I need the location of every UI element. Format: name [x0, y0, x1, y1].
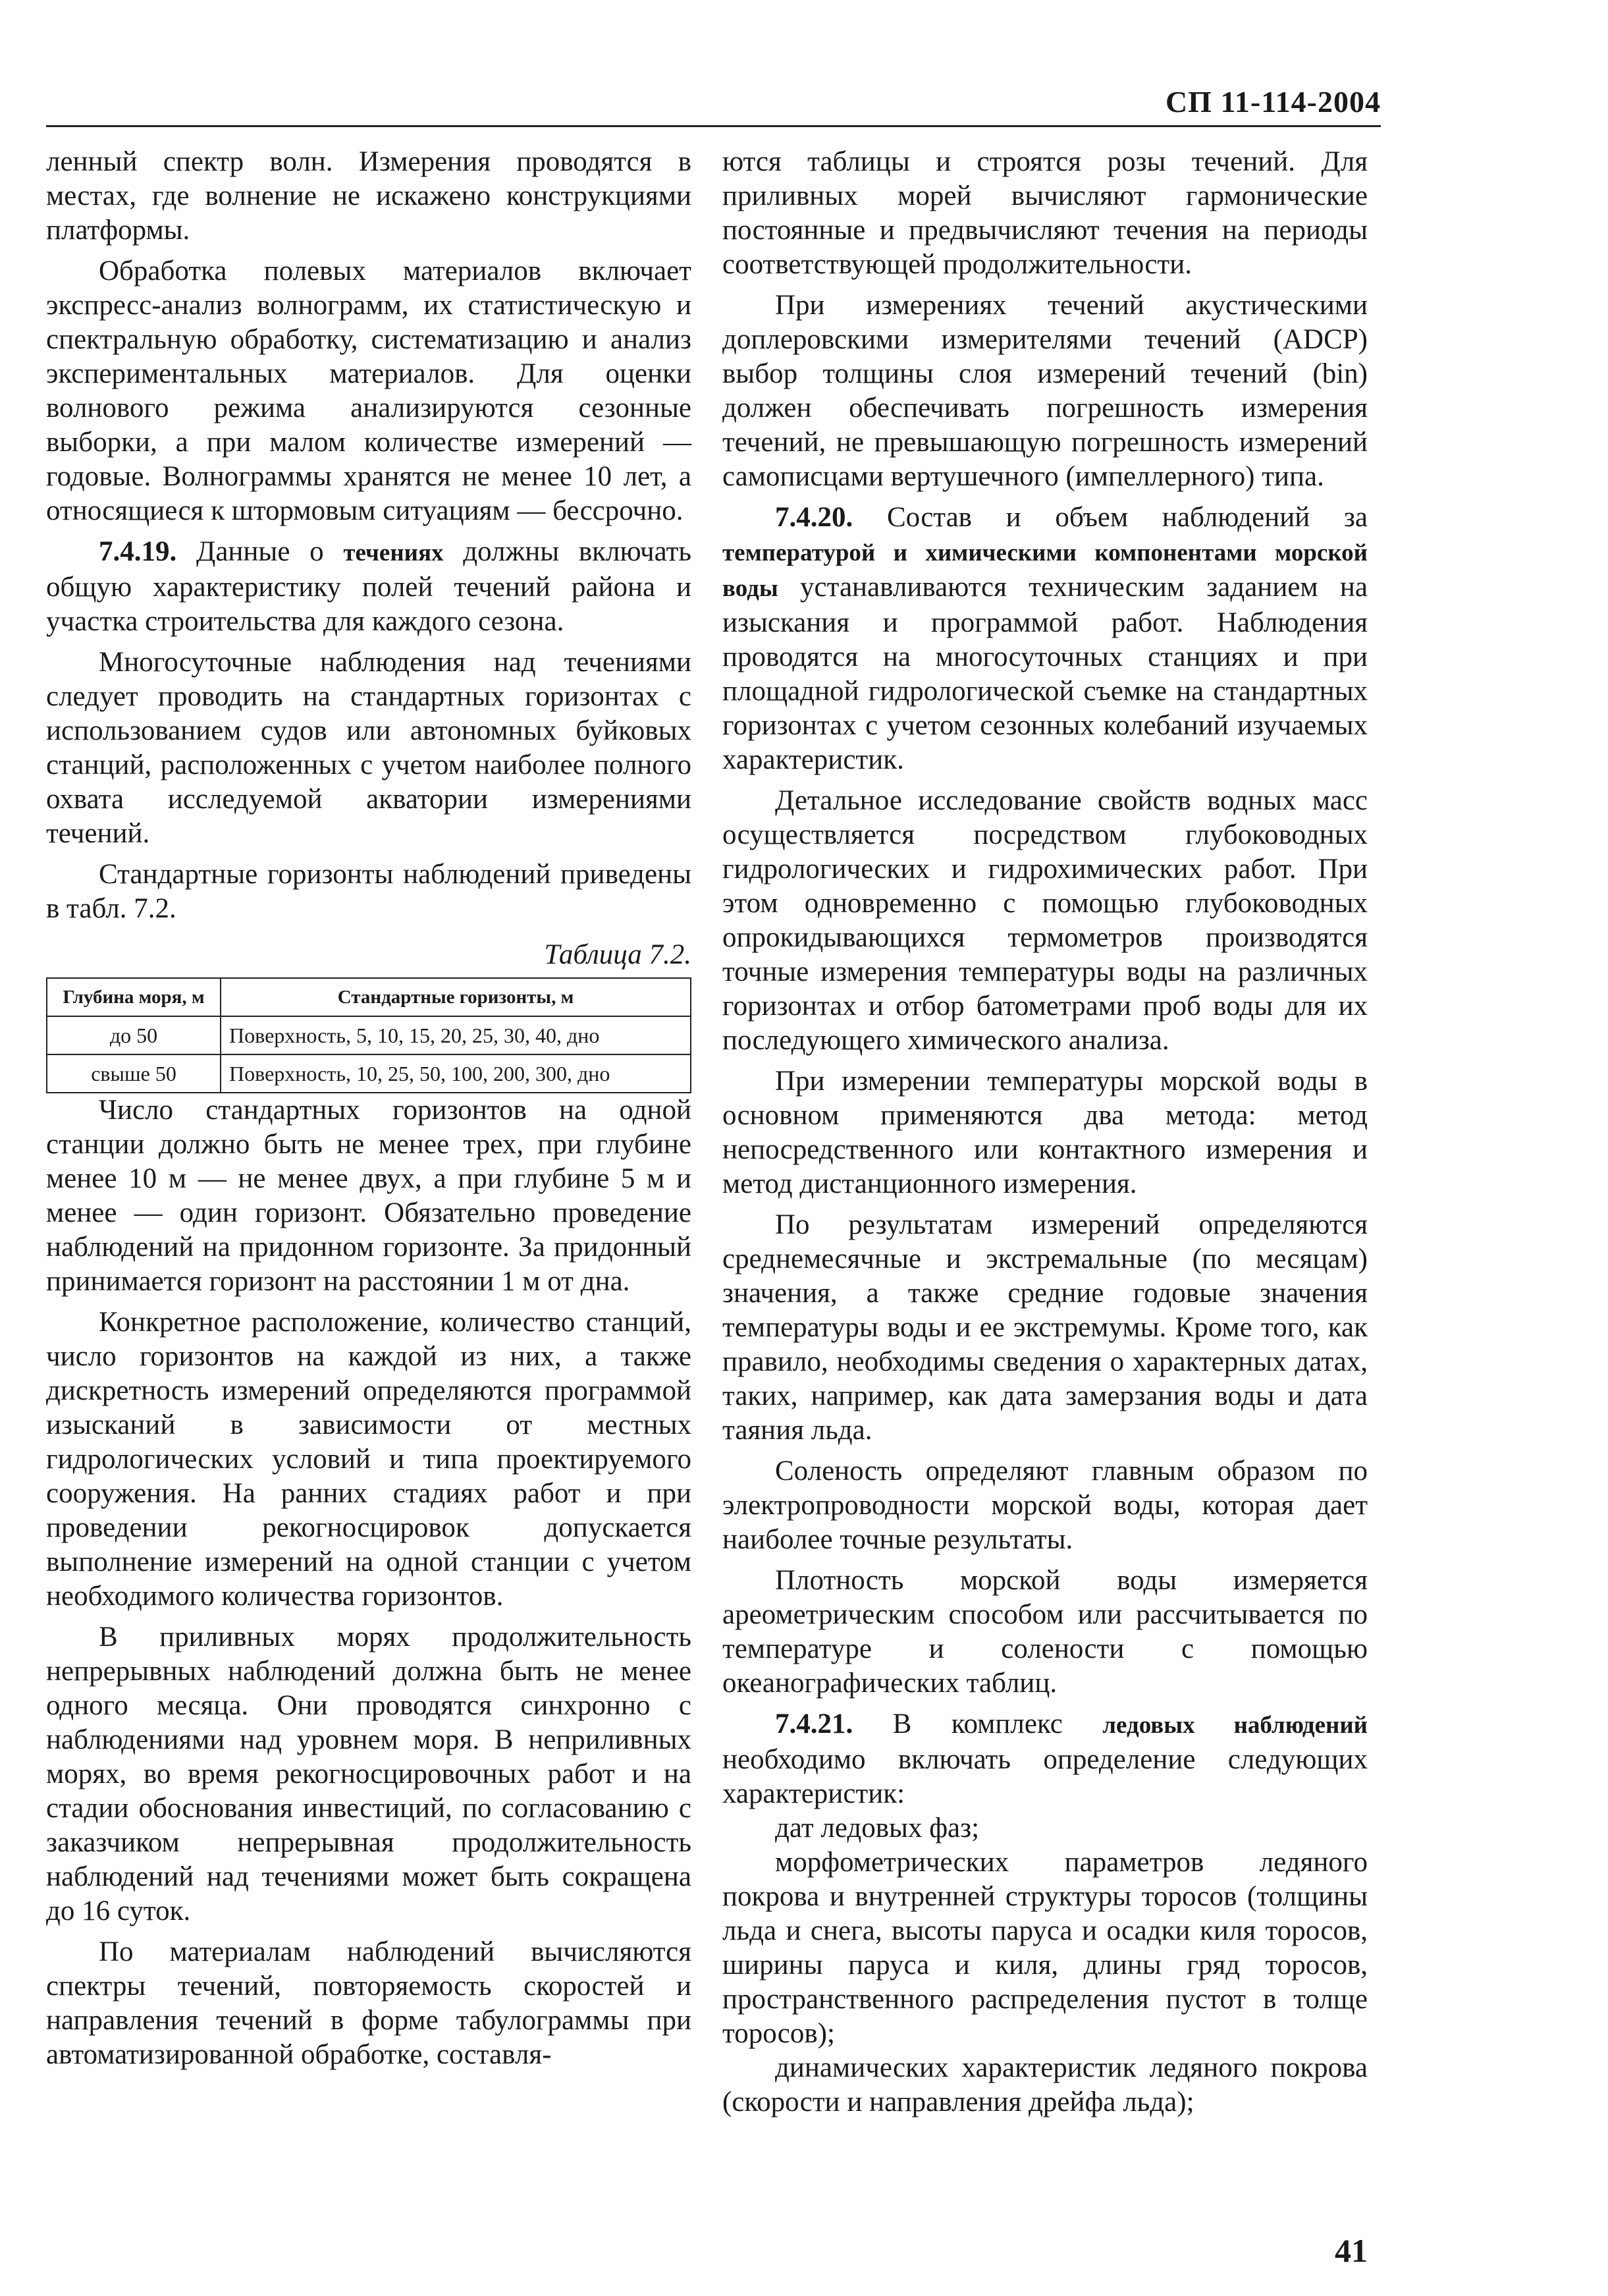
table-header-cell: Глубина моря, м	[47, 978, 221, 1016]
paragraph-text: устанавливаются техническим заданием на изыскания и программой работ. Наблюдения проводятся на многосуточных станциях и при площадной гидрологической съемке на стандартных горизонтах с учетом сезонных колебаний изучаемых характеристик.	[722, 572, 1368, 775]
table-cell-depth: свыше 50	[47, 1054, 221, 1093]
paragraph: В приливных морях продолжительность непрерывных наблюдений должна быть не менее одного месяца. Они проводятся синхронно с наблюдениями над уровнем моря. В неприливных морях, во время рекогносцировочных работ и на стадии обоснования инвестиций, по согласованию с заказчиком непрерывная продолжительность наблюдений над течениями может быть сокращена до 16 суток.	[46, 1622, 691, 1927]
paragraph-7-4-21	[722, 1707, 1368, 1811]
table-header-row	[47, 978, 691, 1016]
list-item: дат ледовых фаз;	[775, 1813, 980, 1844]
document-code: СП 11-114-2004	[1165, 85, 1381, 119]
paragraph: При измерении температуры морской воды в основном применяются два метода: метод непосредственного или контактного измерения и метод дистанционного измерения.	[722, 1066, 1368, 1199]
paragraph-text: Состав и объем наблюдений за	[853, 502, 1368, 533]
paragraph-7-4-19	[46, 535, 691, 639]
list-item: морфометрических параметров ледяного покрова и внутренней структуры торосов (толщины льда и снега, высоты паруса и осадки киля торосов, ширины паруса и киля, длины гряд торосов, пространственного распределения пустот в толще торосов);	[722, 1847, 1368, 2049]
table-cell-depth: до 50	[47, 1016, 221, 1054]
table-row	[47, 1054, 691, 1093]
paragraph: Детальное исследование свойств водных масс осуществляется посредством глубоководных гидрологических и гидрохимических работ. При этом одновременно с помощью глубоководных опрокидывающихся термометров производятся точные измерения температуры воды на различных горизонтах и отбор батометрами проб воды для их последующего химического анализа.	[722, 785, 1368, 1056]
paragraph-text: В комплекс	[853, 1708, 1103, 1739]
paragraph: Конкретное расположение, количество станций, число горизонтов на каждой из них, а также дискретность измерений определяются программой изысканий в зависимости от местных гидрологических условий и типа проектируемого сооружения. На ранних стадиях работ и при проведении рекогносцировок допускается выполнение измерений на одной станции с учетом необходимого количества горизонтов.	[46, 1307, 691, 1612]
paragraph-text: Данные о	[176, 536, 344, 567]
paragraph: Обработка полевых материалов включает экспресс-анализ волнограмм, их статистическую и спектральную обработку, систематизацию и анализ экспериментальных материалов. Для оценки волнового режима анализируются сезонные выборки, а при малом количестве измерений — годовые. Волнограммы хранятся не менее 10 лет, а относящиеся к штормовым ситуациям — бессрочно.	[46, 256, 691, 526]
clause-number: 7.4.20.	[775, 502, 853, 533]
paragraph: Многосуточные наблюдения над течениями следует проводить на стандартных горизонтах с использованием судов или автономных буйковых станций, расположенных с учетом наиболее полного охвата исследуемой акватории измерениями течений.	[46, 647, 691, 849]
standard-horizons-table	[46, 977, 691, 1093]
clause-term: течениях	[343, 539, 444, 566]
table-row	[47, 1016, 691, 1054]
paragraph: Плотность морской воды измеряется ареометрическим способом или рассчитывается по температуре и солености с помощью океанографических таблиц.	[722, 1565, 1368, 1699]
paragraph: ленный спектр волн. Измерения проводятся в местах, где волнение не искажено конструкциями платформы.	[46, 146, 691, 246]
clause-term: ледовых наблюдений	[1102, 1712, 1368, 1739]
paragraph: По результатам измерений определяются среднемесячные и экстремальные (по месяцам) значения, а также средние годовые значения температуры воды и ее экстремумы. Кроме того, как правило, необходимы сведения о характерных датах, таких, например, как дата замерзания воды и дата таяния льда.	[722, 1209, 1368, 1446]
paragraph: При измерениях течений акустическими доплеровскими измерителями течений (ADCP) выбор толщины слоя измерений течений (bin) должен обеспечивать погрешность измерения течений, не превышающую погрешность измерений самописцами вертушечного (импеллерного) типа.	[722, 290, 1368, 492]
page-header	[46, 78, 1381, 127]
paragraph-text: должны включать общую характеристику полей течений района и участка строительства для каждого сезона.	[46, 536, 691, 637]
clause-number: 7.4.21.	[775, 1708, 853, 1739]
list-item: динамических характеристик ледяного покрова (скорости и направления дрейфа льда);	[722, 2052, 1368, 2118]
paragraph: Число стандартных горизонтов на одной станции должно быть не менее трех, при глубине менее 10 м — не менее двух, а при глубине 5 м и менее — один горизонт. Обязательно проведение наблюдений на придонном горизонте. За придонный принимается горизонт на расстоянии 1 м от дна.	[46, 1095, 691, 1297]
paragraph: ются таблицы и строятся розы течений. Для приливных морей вычисляют гармонические постоянные и предвычисляют течения на периоды соответствующей продолжительности.	[722, 146, 1368, 280]
page-number: 41	[1335, 2232, 1368, 2269]
paragraph-7-4-20	[722, 501, 1368, 777]
table-cell-horizons: Поверхность, 10, 25, 50, 100, 200, 300, дно	[221, 1054, 691, 1093]
clause-number: 7.4.19.	[99, 536, 177, 567]
paragraph: Стандартные горизонты наблюдений приведены в табл. 7.2.	[46, 859, 691, 924]
paragraph-text: необходимо включать определение следующих характеристик:	[722, 1744, 1368, 1809]
table-header-cell: Стандартные горизонты, м	[221, 978, 691, 1016]
table-caption: Таблица 7.2.	[544, 939, 691, 970]
clause-term: температурой и химическими компонентами морской воды	[722, 539, 1368, 602]
left-column	[46, 145, 691, 2072]
paragraph: По материалам наблюдений вычисляются спектры течений, повторяемость скоростей и направления течений в форме табулограммы при автоматизированной обработке, составля-	[46, 1936, 691, 2070]
table-cell-horizons: Поверхность, 5, 10, 15, 20, 25, 30, 40, дно	[221, 1016, 691, 1054]
right-column	[722, 145, 1368, 2119]
paragraph: Соленость определяют главным образом по электропроводности морской воды, которая дает наиболее точные результаты.	[722, 1456, 1368, 1555]
